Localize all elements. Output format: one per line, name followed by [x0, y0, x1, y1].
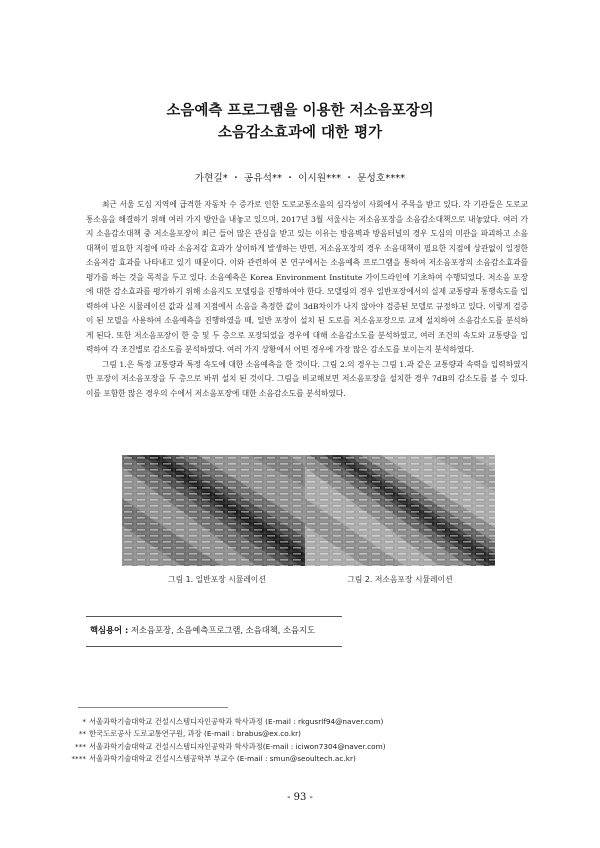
footnote-text: 서울과학기술대학교 건설시스템디자인공학과 학사과정(E-mail : iciwon7304@naver.com) — [89, 741, 386, 751]
title-line-2: 소음감소효과에 대한 평가 — [217, 125, 383, 141]
abstract-paragraph-1: 최근 서울 도심 지역에 급격한 자동차 수 증가로 인한 도로교통소음의 심각성이 사회에서 주목을 받고 있다. 각 기관들은 도로교통소음을 해결하기 위해 여러 가지 방안을 내놓고 있으며, 2017년 3월 서울시는 저소음포장을 소음감소대책으로 내놓았다. 여러 가지 소음감소대책 중 저소음포장이 최근 들어 많은 관심을 받고 있는 이유는 방음벽과 방음터널의 경우 도심의 미관을 파괴하고 소음대책이 필요한 지점에 따라 소음저감 효과가 상이하게 발생하는 반면, 저소음포장의 경우 소음대책이 필요한 지점에 상관없이 일정한 소음저감 효과를 나타내고 있기 때문이다. 이와 관련하여 본 연구에서는 소음예측 프로그램을 통하여 저소음포장의 소음감소효과를 평가를 하는 것을 목적을 두고 있다. 소음예측은 Korea Environment Institute 가이드라인에 기초하여 수행되었다. 저소음 포장에 대한 감소효과를 평가하기 위해 소음지도 모델링을 진행하여야 한다. 모델링의 경우 일반포장에서의 실제 교통량과 통행속도를 입력하여 나온 시뮬레이션 값과 실제 지점에서 소음을 측정한 값이 3dB차이가 나지 않아야 검증된 모델로 규정하고 있다. 이렇게 검증이 된 모델을 사용하여 소음예측을 진행하였을 때, 일반 포장이 설치 된 도로를 저소음포장으로 교체 설치하여 소음감소도를 분석하게 된다. 또한 저소음포장이 한 층 및 두 층으로 포장되었을 경우에 대해 소음감소도를 분석하였고, 여러 조건의 속도와 교통량을 입력하여 각 조건별로 감소도를 분석하였다. 여러 가지 상황에서 어떤 경우에 가장 많은 감소도를 보이는지 분석하였다. — [86, 200, 528, 354]
abstract-paragraph-2: 그림 1.은 특정 교통량과 특정 속도에 대한 소음예측을 한 것이다. 그림 2.의 경우는 그림 1.과 같은 교통량과 속력을 입력하였지만 포장이 저소음포장을 두 층으로 바뀌 설치 된 것이다. 그림을 비교해보면 저소음포장을 설치한 경우 7dB의 감소도를 볼 수 있다. 이를 포함한 많은 경우의 수에서 저소음포장에 대한 소음감소도를 분석하였다. — [86, 359, 528, 398]
figure-2-caption: 그림 2. 저소음포장 시뮬레이션 — [347, 575, 453, 584]
abstract-body — [86, 198, 528, 401]
footnote-marker: **** — [71, 754, 86, 764]
title-line-1: 소음예측 프로그램을 이용한 저소음포장의 — [166, 103, 434, 119]
footnote-1 — [62, 716, 386, 728]
figure-1-caption: 그림 1. 일반포장 시뮬레이션 — [168, 575, 266, 584]
footnote-text: 한국도로공사 도로교통연구원, 과장 (E-mail : brabus@ex.co.kr) — [89, 729, 302, 739]
figure-2-noise-map — [305, 455, 495, 566]
paper-title — [0, 100, 600, 144]
footnote-marker: * — [82, 717, 86, 726]
footnote-3 — [62, 741, 386, 753]
keywords — [90, 624, 315, 636]
footnotes — [62, 716, 386, 766]
keywords-bottom-rule — [86, 646, 342, 647]
footnote-4 — [62, 753, 386, 765]
figure-2-image — [305, 455, 495, 566]
footnote-marker: ** — [78, 729, 86, 739]
figure-1-noise-map — [122, 455, 312, 566]
footnote-text: 서울과학기술대학교 건설시스템디자인공학과 학사과정 (E-mail : rkgusrlf94@naver.com) — [89, 717, 384, 726]
footnote-2 — [62, 728, 386, 740]
author-list: 가현길* ・ 공유석** ・ 이시원*** ・ 문성호**** — [194, 173, 406, 184]
keywords-text: 저소음포장, 소음예측프로그램, 소음대책, 소음지도 — [130, 625, 316, 635]
keywords-label: 핵심용어 : — [90, 625, 129, 635]
footnote-marker: *** — [75, 741, 86, 751]
footnote-rule — [78, 707, 228, 708]
page-number: - 93 - — [287, 792, 313, 803]
footnote-text: 서울과학기술대학교 건설시스템공학부 부교수 (E-mail : smun@seoultech.ac.kr) — [89, 754, 356, 764]
keywords-top-rule — [86, 616, 342, 617]
figure-1-image — [122, 455, 312, 566]
